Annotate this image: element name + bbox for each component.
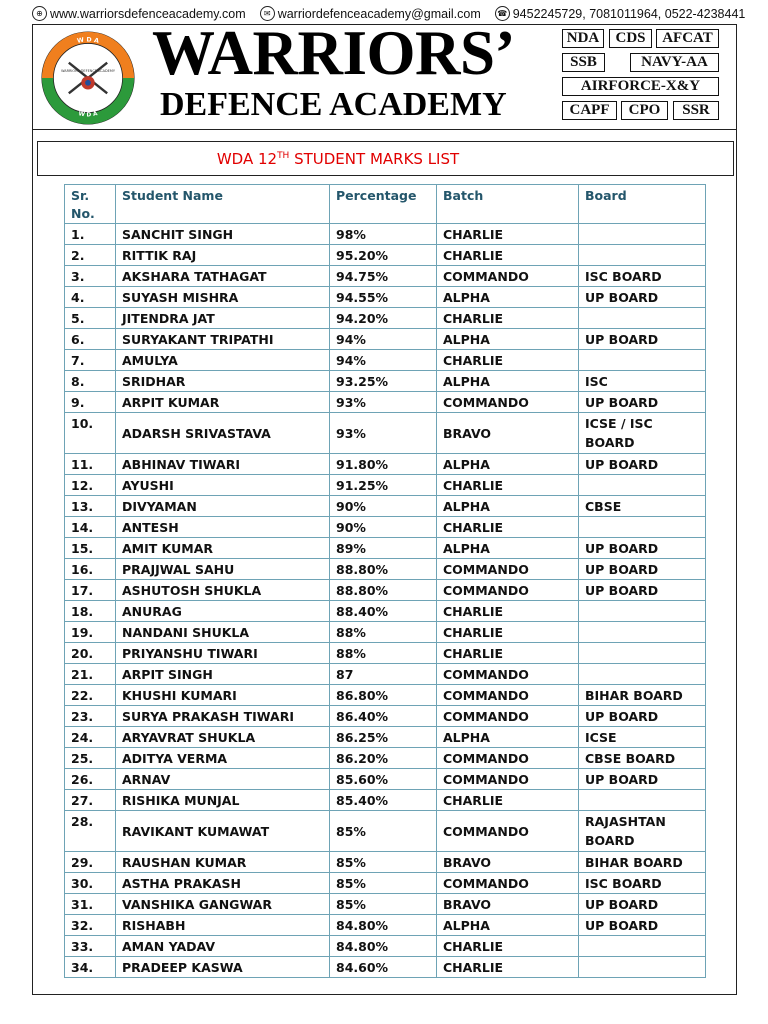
cell-sr-no: 11. — [65, 454, 116, 475]
cell-percentage: 85% — [330, 873, 437, 894]
logo-top-text: W D A — [76, 36, 100, 45]
cell-batch: COMMANDO — [437, 266, 579, 287]
mail-icon: ✉ — [260, 6, 275, 21]
cell-student-name: RISHIKA MUNJAL — [116, 790, 330, 811]
email-link[interactable]: warriordefenceacademy@gmail.com — [277, 6, 481, 21]
header-percentage: Percentage — [330, 185, 437, 224]
cell-sr-no: 25. — [65, 748, 116, 769]
cell-sr-no: 34. — [65, 957, 116, 978]
cell-sr-no: 18. — [65, 601, 116, 622]
cell-student-name: SRIDHAR — [116, 371, 330, 392]
cell-sr-no: 20. — [65, 643, 116, 664]
cell-batch: BRAVO — [437, 413, 579, 454]
cell-student-name: JITENDRA JAT — [116, 308, 330, 329]
cell-board: UP BOARD — [579, 329, 706, 350]
table-row — [65, 894, 706, 915]
cell-batch: CHARLIE — [437, 957, 579, 978]
table-row — [65, 643, 706, 664]
badge-cds: CDS — [609, 29, 652, 48]
table-row — [65, 245, 706, 266]
table-row — [65, 413, 706, 454]
cell-student-name: ADARSH SRIVASTAVA — [116, 413, 330, 454]
cell-board — [579, 957, 706, 978]
cell-percentage: 89% — [330, 538, 437, 559]
cell-sr-no: 27. — [65, 790, 116, 811]
header-sr-no: Sr. No. — [65, 185, 116, 224]
header-divider — [32, 129, 737, 130]
cell-batch: CHARLIE — [437, 643, 579, 664]
cell-student-name: PRADEEP KASWA — [116, 957, 330, 978]
cell-percentage: 90% — [330, 496, 437, 517]
cell-board — [579, 622, 706, 643]
cell-student-name: SANCHIT SINGH — [116, 224, 330, 245]
cell-board: UP BOARD — [579, 538, 706, 559]
table-row — [65, 559, 706, 580]
cell-board: ICSE — [579, 727, 706, 748]
table-row — [65, 287, 706, 308]
phone-numbers: 9452245729, 7081011964, 0522-4238441 — [512, 6, 746, 21]
academy-logo — [40, 30, 136, 126]
cell-batch: CHARLIE — [437, 224, 579, 245]
table-row — [65, 915, 706, 936]
cell-percentage: 88.40% — [330, 601, 437, 622]
cell-batch: CHARLIE — [437, 601, 579, 622]
phone-contact — [495, 6, 746, 21]
table-body — [65, 224, 706, 978]
cell-sr-no: 29. — [65, 852, 116, 873]
table-row — [65, 496, 706, 517]
cell-percentage: 85% — [330, 894, 437, 915]
cell-sr-no: 32. — [65, 915, 116, 936]
cell-percentage: 91.80% — [330, 454, 437, 475]
cell-board: ISC — [579, 371, 706, 392]
cell-batch: CHARLIE — [437, 350, 579, 371]
cell-board — [579, 350, 706, 371]
table-row — [65, 580, 706, 601]
table-row — [65, 371, 706, 392]
cell-percentage: 87 — [330, 664, 437, 685]
table-header-row — [65, 185, 706, 224]
cell-student-name: ARNAV — [116, 769, 330, 790]
table-row — [65, 224, 706, 245]
badge-ssr: SSR — [673, 101, 719, 120]
table-row — [65, 685, 706, 706]
cell-board — [579, 601, 706, 622]
cell-sr-no: 21. — [65, 664, 116, 685]
cell-board: UP BOARD — [579, 580, 706, 601]
cell-board: RAJASHTAN BOARD — [579, 811, 706, 852]
table-row — [65, 852, 706, 873]
cell-percentage: 90% — [330, 517, 437, 538]
cell-sr-no: 13. — [65, 496, 116, 517]
header-batch: Batch — [437, 185, 579, 224]
cell-batch: COMMANDO — [437, 811, 579, 852]
cell-sr-no: 12. — [65, 475, 116, 496]
brand-subtitle: DEFENCE ACADEMY — [160, 86, 507, 123]
cell-board — [579, 475, 706, 496]
cell-board: BIHAR BOARD — [579, 685, 706, 706]
cell-batch: CHARLIE — [437, 790, 579, 811]
cell-student-name: ARYAVRAT SHUKLA — [116, 727, 330, 748]
cell-student-name: DIVYAMAN — [116, 496, 330, 517]
cell-student-name: PRIYANSHU TIWARI — [116, 643, 330, 664]
cell-sr-no: 4. — [65, 287, 116, 308]
cell-student-name: AMULYA — [116, 350, 330, 371]
cell-batch: COMMANDO — [437, 664, 579, 685]
cell-percentage: 94.55% — [330, 287, 437, 308]
cell-student-name: VANSHIKA GANGWAR — [116, 894, 330, 915]
cell-student-name: ARPIT SINGH — [116, 664, 330, 685]
marks-table — [64, 184, 706, 978]
cell-batch: COMMANDO — [437, 392, 579, 413]
table-row — [65, 727, 706, 748]
table-row — [65, 601, 706, 622]
badge-navy-aa: NAVY-AA — [630, 53, 719, 72]
cell-board — [579, 308, 706, 329]
cell-sr-no: 31. — [65, 894, 116, 915]
cell-batch: COMMANDO — [437, 873, 579, 894]
cell-batch: ALPHA — [437, 496, 579, 517]
table-row — [65, 266, 706, 287]
cell-batch: COMMANDO — [437, 685, 579, 706]
table-row — [65, 748, 706, 769]
cell-percentage: 84.80% — [330, 936, 437, 957]
cell-percentage: 85.40% — [330, 790, 437, 811]
cell-sr-no: 7. — [65, 350, 116, 371]
cell-percentage: 85.60% — [330, 769, 437, 790]
cell-sr-no: 28. — [65, 811, 116, 852]
cell-percentage: 88.80% — [330, 580, 437, 601]
title-suffix: STUDENT MARKS LIST — [289, 149, 460, 168]
table-row — [65, 329, 706, 350]
cell-board: ISC BOARD — [579, 873, 706, 894]
table-row — [65, 706, 706, 727]
cell-student-name: AYUSHI — [116, 475, 330, 496]
cell-student-name: ABHINAV TIWARI — [116, 454, 330, 475]
cell-batch: ALPHA — [437, 329, 579, 350]
logo-ring-text: WARRIORS DEFENCE ACADEMY — [61, 69, 115, 74]
cell-batch: BRAVO — [437, 894, 579, 915]
table-row — [65, 308, 706, 329]
table-row — [65, 454, 706, 475]
cell-percentage: 84.80% — [330, 915, 437, 936]
cell-sr-no: 30. — [65, 873, 116, 894]
cell-student-name: KHUSHI KUMARI — [116, 685, 330, 706]
cell-student-name: ARPIT KUMAR — [116, 392, 330, 413]
cell-batch: ALPHA — [437, 454, 579, 475]
cell-board: UP BOARD — [579, 392, 706, 413]
table-row — [65, 790, 706, 811]
cell-board: UP BOARD — [579, 915, 706, 936]
globe-icon: ⊕ — [32, 6, 47, 21]
cell-batch: COMMANDO — [437, 706, 579, 727]
cell-percentage: 93% — [330, 413, 437, 454]
cell-student-name: AMIT KUMAR — [116, 538, 330, 559]
page-title — [217, 150, 459, 168]
cell-board: CBSE — [579, 496, 706, 517]
table-row — [65, 957, 706, 978]
cell-student-name: ANTESH — [116, 517, 330, 538]
cell-batch: ALPHA — [437, 915, 579, 936]
table-row — [65, 538, 706, 559]
cell-percentage: 98% — [330, 224, 437, 245]
cell-sr-no: 8. — [65, 371, 116, 392]
cell-board — [579, 224, 706, 245]
cell-sr-no: 19. — [65, 622, 116, 643]
cell-percentage: 94.20% — [330, 308, 437, 329]
cell-batch: COMMANDO — [437, 769, 579, 790]
cell-student-name: SUYASH MISHRA — [116, 287, 330, 308]
table-row — [65, 664, 706, 685]
header-board: Board — [579, 185, 706, 224]
table-row — [65, 350, 706, 371]
title-prefix: WDA 12 — [216, 149, 278, 168]
header-student-name: Student Name — [116, 185, 330, 224]
cell-percentage: 94.75% — [330, 266, 437, 287]
table-row — [65, 622, 706, 643]
cell-percentage: 93% — [330, 392, 437, 413]
cell-batch: COMMANDO — [437, 559, 579, 580]
cell-student-name: AKSHARA TATHAGAT — [116, 266, 330, 287]
cell-student-name: RISHABH — [116, 915, 330, 936]
cell-student-name: RAUSHAN KUMAR — [116, 852, 330, 873]
badge-afcat: AFCAT — [656, 29, 719, 48]
cell-board: UP BOARD — [579, 454, 706, 475]
cell-student-name: ASHUTOSH SHUKLA — [116, 580, 330, 601]
cell-percentage: 85% — [330, 852, 437, 873]
cell-student-name: AMAN YADAV — [116, 936, 330, 957]
badge-ssb: SSB — [562, 53, 605, 72]
cell-student-name: RAVIKANT KUMAWAT — [116, 811, 330, 852]
badge-capf: CAPF — [562, 101, 617, 120]
cell-sr-no: 3. — [65, 266, 116, 287]
cell-batch: CHARLIE — [437, 308, 579, 329]
cell-student-name: PRAJJWAL SAHU — [116, 559, 330, 580]
cell-board: UP BOARD — [579, 559, 706, 580]
table-row — [65, 873, 706, 894]
cell-batch: CHARLIE — [437, 475, 579, 496]
cell-board — [579, 517, 706, 538]
cell-percentage: 85% — [330, 811, 437, 852]
table-row — [65, 936, 706, 957]
cell-board — [579, 643, 706, 664]
cell-student-name: SURYA PRAKASH TIWARI — [116, 706, 330, 727]
heading-box — [37, 141, 734, 176]
cell-sr-no: 15. — [65, 538, 116, 559]
cell-sr-no: 9. — [65, 392, 116, 413]
cell-sr-no: 33. — [65, 936, 116, 957]
badge-cpo: CPO — [621, 101, 668, 120]
cell-batch: CHARLIE — [437, 517, 579, 538]
cell-sr-no: 23. — [65, 706, 116, 727]
cell-percentage: 86.20% — [330, 748, 437, 769]
cell-percentage: 88% — [330, 622, 437, 643]
logo-bottom-text: W D A — [77, 111, 99, 119]
cell-sr-no: 22. — [65, 685, 116, 706]
cell-percentage: 91.25% — [330, 475, 437, 496]
cell-sr-no: 24. — [65, 727, 116, 748]
cell-percentage: 86.40% — [330, 706, 437, 727]
cell-percentage: 94% — [330, 329, 437, 350]
cell-batch: ALPHA — [437, 371, 579, 392]
cell-student-name: RITTIK RAJ — [116, 245, 330, 266]
cell-batch: ALPHA — [437, 727, 579, 748]
cell-student-name: ANURAG — [116, 601, 330, 622]
cell-batch: ALPHA — [437, 287, 579, 308]
cell-percentage: 93.25% — [330, 371, 437, 392]
brand-name: WARRIORS’ — [152, 18, 516, 88]
cell-board: UP BOARD — [579, 287, 706, 308]
cell-batch: COMMANDO — [437, 748, 579, 769]
cell-student-name: SURYAKANT TRIPATHI — [116, 329, 330, 350]
cell-board: ISC BOARD — [579, 266, 706, 287]
cell-percentage: 88% — [330, 643, 437, 664]
cell-board — [579, 936, 706, 957]
cell-percentage: 88.80% — [330, 559, 437, 580]
cell-sr-no: 26. — [65, 769, 116, 790]
cell-board: UP BOARD — [579, 894, 706, 915]
cell-board — [579, 664, 706, 685]
cell-percentage: 95.20% — [330, 245, 437, 266]
cell-batch: COMMANDO — [437, 580, 579, 601]
cell-batch: ALPHA — [437, 538, 579, 559]
cell-sr-no: 14. — [65, 517, 116, 538]
cell-board: UP BOARD — [579, 769, 706, 790]
cell-student-name: ADITYA VERMA — [116, 748, 330, 769]
table-row — [65, 475, 706, 496]
website-link[interactable]: www.warriorsdefenceacademy.com — [50, 6, 246, 21]
cell-sr-no: 5. — [65, 308, 116, 329]
cell-sr-no: 2. — [65, 245, 116, 266]
badge-nda: NDA — [562, 29, 604, 48]
cell-batch: CHARLIE — [437, 936, 579, 957]
cell-sr-no: 17. — [65, 580, 116, 601]
title-superscript: TH — [277, 150, 290, 161]
cell-board: UP BOARD — [579, 706, 706, 727]
cell-student-name: ASTHA PRAKASH — [116, 873, 330, 894]
cell-board: BIHAR BOARD — [579, 852, 706, 873]
cell-percentage: 84.60% — [330, 957, 437, 978]
table-row — [65, 769, 706, 790]
cell-board: CBSE BOARD — [579, 748, 706, 769]
cell-percentage: 86.25% — [330, 727, 437, 748]
cell-sr-no: 10. — [65, 413, 116, 454]
cell-sr-no: 16. — [65, 559, 116, 580]
cell-sr-no: 1. — [65, 224, 116, 245]
cell-batch: CHARLIE — [437, 622, 579, 643]
cell-board — [579, 790, 706, 811]
table-row — [65, 392, 706, 413]
cell-sr-no: 6. — [65, 329, 116, 350]
badge-airforce: AIRFORCE-X&Y — [562, 77, 719, 96]
cell-percentage: 94% — [330, 350, 437, 371]
phone-icon: ☎ — [495, 6, 510, 21]
table-row — [65, 517, 706, 538]
cell-batch: BRAVO — [437, 852, 579, 873]
cell-batch: CHARLIE — [437, 245, 579, 266]
cell-student-name: NANDANI SHUKLA — [116, 622, 330, 643]
cell-percentage: 86.80% — [330, 685, 437, 706]
cell-board — [579, 245, 706, 266]
cell-board: ICSE / ISC BOARD — [579, 413, 706, 454]
table-row — [65, 811, 706, 852]
